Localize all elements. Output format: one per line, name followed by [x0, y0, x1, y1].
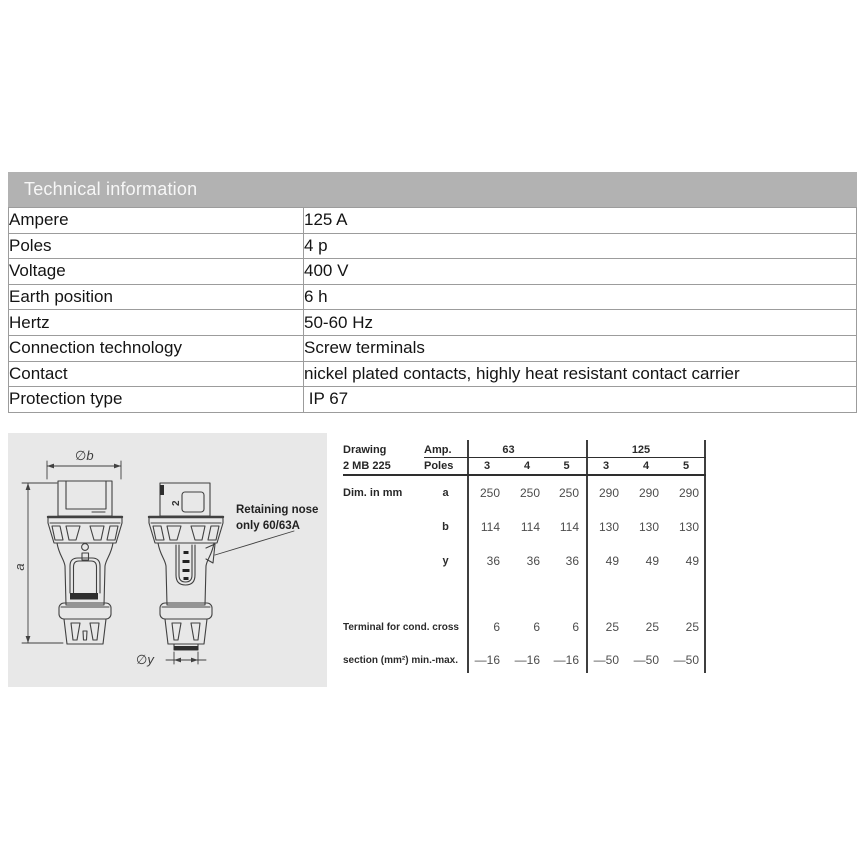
- pole-header: 3: [483, 460, 491, 472]
- spec-row-contact: [9, 361, 857, 387]
- spec-value: nickel plated contacts, highly heat resistant contact carrier: [304, 361, 857, 387]
- technical-information-section: [8, 172, 857, 413]
- technical-information-table: [8, 207, 857, 413]
- terminal-value: —50: [593, 653, 619, 667]
- table-rule: [424, 457, 706, 458]
- terminal-value: 25: [645, 620, 659, 634]
- terminal-label-line2: section (mm²) min.-max.: [343, 655, 459, 666]
- drawing-number: 2 MB 225: [343, 460, 391, 472]
- dim-value: 290: [598, 486, 619, 500]
- dim-table-header-row-2: [343, 460, 706, 473]
- dimension-drawing-panel: [8, 433, 327, 687]
- dim-value: 250: [519, 486, 540, 500]
- spec-row-ampere: [9, 208, 857, 234]
- technical-information-title: Technical information: [24, 179, 198, 199]
- pole-header: 5: [682, 460, 690, 472]
- dim-value: 49: [645, 554, 659, 568]
- pole-header: 4: [523, 460, 531, 472]
- plug-side-cap: [160, 483, 210, 516]
- terminal-cross-section-row-1: [343, 621, 706, 634]
- spec-value: 400 V: [304, 259, 857, 285]
- terminal-value: 25: [685, 620, 699, 634]
- technical-information-header: [8, 172, 857, 207]
- spec-row-hertz: [9, 310, 857, 336]
- dim-key: a: [442, 487, 449, 499]
- spec-value: 4 p: [304, 233, 857, 259]
- spec-value: 6 h: [304, 284, 857, 310]
- dim-y-label: ∅y: [136, 652, 154, 667]
- dim-value: 290: [638, 486, 659, 500]
- dim-value: 36: [486, 554, 500, 568]
- dim-value: 250: [558, 486, 579, 500]
- dim-value: 250: [479, 486, 500, 500]
- pole-header: 5: [563, 460, 570, 472]
- spec-row-connection-technology: [9, 335, 857, 361]
- dim-table-header-row-1: [343, 444, 706, 457]
- dim-value: 130: [598, 520, 619, 534]
- spec-row-protection-type: [9, 387, 857, 413]
- terminal-value: 6: [493, 620, 500, 634]
- terminal-value: —16: [474, 653, 500, 667]
- dim-value: 36: [565, 554, 579, 568]
- dim-value: 49: [685, 554, 699, 568]
- plug-side-gland: [165, 619, 207, 644]
- amp-group-125: 125: [631, 444, 651, 456]
- terminal-value: —16: [514, 653, 540, 667]
- dim-row-y: [343, 555, 706, 568]
- retaining-nose-note-line2: only 60/63A: [236, 520, 300, 532]
- retaining-nose-note-line1: Retaining nose: [236, 504, 319, 516]
- spec-value: IP 67: [304, 387, 857, 413]
- spec-label: Hertz: [9, 310, 304, 336]
- dim-key: b: [442, 521, 449, 533]
- spec-row-voltage: [9, 259, 857, 285]
- spec-value: 125 A: [304, 208, 857, 234]
- spec-label: Poles: [9, 233, 304, 259]
- spec-value: Screw terminals: [304, 335, 857, 361]
- dim-value: 290: [678, 486, 699, 500]
- drawing-title: Drawing: [343, 444, 387, 456]
- dim-value: 36: [526, 554, 540, 568]
- terminal-value: 6: [572, 620, 579, 634]
- dim-key: y: [442, 555, 449, 567]
- dim-value: 114: [559, 520, 579, 534]
- dim-value: 130: [638, 520, 659, 534]
- dimension-table: [343, 440, 709, 676]
- dim-row-b: [343, 521, 706, 534]
- pole-header: 4: [642, 460, 650, 472]
- poles-column-label: Poles: [424, 460, 454, 472]
- dim-value: 114: [480, 520, 500, 534]
- plug-side-flange: [149, 517, 223, 543]
- spec-label: Protection type: [9, 387, 304, 413]
- terminal-value: 6: [533, 620, 540, 634]
- spec-row-earth-position: [9, 284, 857, 310]
- plug-technical-drawing: [8, 433, 327, 687]
- spec-label: Voltage: [9, 259, 304, 285]
- amp-column-label: Amp.: [424, 444, 452, 456]
- dim-unit-label: Dim. in mm: [343, 487, 403, 499]
- dim-value: 130: [678, 520, 699, 534]
- retaining-nose-leader-line: [215, 531, 294, 555]
- dim-value: 49: [605, 554, 619, 568]
- terminal-cross-section-row-2: [343, 654, 706, 667]
- cap-marking-text: 2: [171, 500, 182, 506]
- spec-label: Connection technology: [9, 335, 304, 361]
- spec-row-poles: [9, 233, 857, 259]
- spec-label: Contact: [9, 361, 304, 387]
- terminal-value: —50: [673, 653, 699, 667]
- terminal-label-line1: Terminal for cond. cross: [343, 622, 459, 633]
- terminal-value: —16: [553, 653, 579, 667]
- spec-label: Ampere: [9, 208, 304, 234]
- pole-header: 3: [602, 460, 610, 472]
- amp-group-63: 63: [502, 444, 515, 456]
- terminal-value: —50: [633, 653, 659, 667]
- spec-value: 50-60 Hz: [304, 310, 857, 336]
- dim-value: 114: [520, 520, 540, 534]
- plug-front-flange: [48, 517, 122, 543]
- dim-a-label: a: [12, 563, 27, 571]
- table-rule: [343, 474, 706, 476]
- dim-b-label: ∅b: [75, 448, 94, 463]
- spec-label: Earth position: [9, 284, 304, 310]
- terminal-value: 25: [605, 620, 619, 634]
- dim-row-a: [343, 487, 706, 500]
